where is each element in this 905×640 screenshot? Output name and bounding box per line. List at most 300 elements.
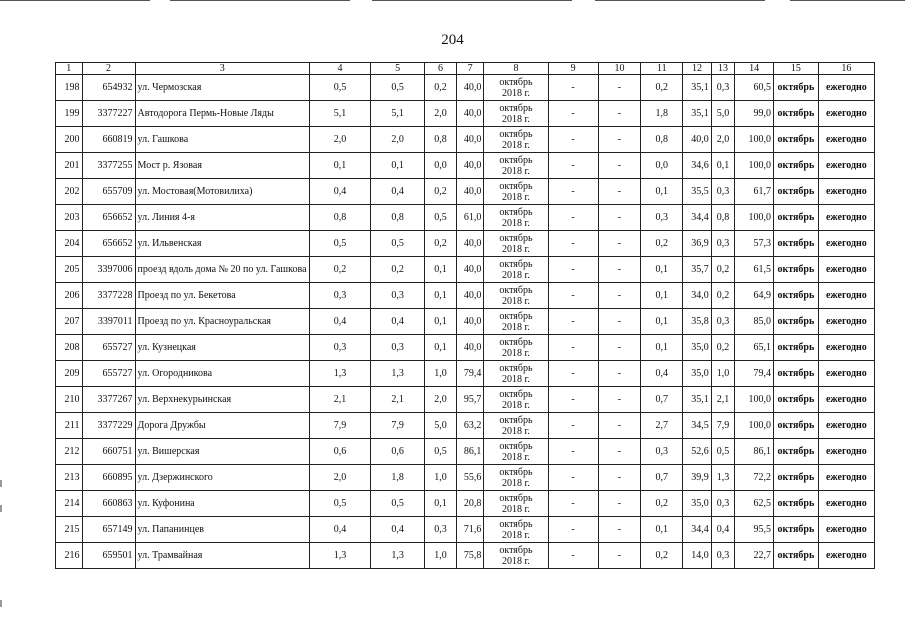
value-col11: 0,1 bbox=[641, 179, 683, 205]
repair-term-month: октябрь bbox=[499, 414, 533, 426]
table-row bbox=[56, 413, 875, 439]
value-col12: 35,1 bbox=[683, 75, 712, 101]
period-col16: ежегодно bbox=[818, 205, 874, 231]
period-col16: ежегодно bbox=[818, 491, 874, 517]
value-col11: 0,3 bbox=[641, 205, 683, 231]
table-row bbox=[56, 179, 875, 205]
value-col11: 1,8 bbox=[641, 101, 683, 127]
value-col12: 35,0 bbox=[683, 361, 712, 387]
value-col7: 95,7 bbox=[456, 387, 484, 413]
value-col5: 2,1 bbox=[371, 387, 425, 413]
value-col6: 0,3 bbox=[425, 517, 457, 543]
value-col12: 35,8 bbox=[683, 309, 712, 335]
value-col12: 14,0 bbox=[683, 543, 712, 569]
value-col6: 2,0 bbox=[425, 387, 457, 413]
road-name: ул. Куфонина bbox=[135, 491, 309, 517]
value-col4: 5,1 bbox=[309, 101, 370, 127]
repair-term-month: октябрь bbox=[499, 466, 533, 478]
value-col10: - bbox=[598, 231, 641, 257]
period-col16: ежегодно bbox=[818, 127, 874, 153]
value-col4: 1,3 bbox=[309, 361, 370, 387]
value-col7: 40,0 bbox=[456, 257, 484, 283]
repair-term bbox=[484, 153, 548, 179]
value-col6: 0,1 bbox=[425, 491, 457, 517]
value-col5: 0,1 bbox=[371, 153, 425, 179]
value-col11: 0,3 bbox=[641, 439, 683, 465]
value-col14: 86,1 bbox=[735, 439, 774, 465]
repair-term-year: 2018 г. bbox=[501, 243, 530, 255]
value-col7: 71,6 bbox=[456, 517, 484, 543]
value-col13: 0,3 bbox=[711, 75, 734, 101]
value-col14: 100,0 bbox=[735, 205, 774, 231]
repair-term-month: октябрь bbox=[499, 284, 533, 296]
repair-term-year: 2018 г. bbox=[501, 269, 530, 281]
repair-term-month: октябрь bbox=[499, 128, 533, 140]
value-col12: 34,4 bbox=[683, 517, 712, 543]
value-col14: 79,4 bbox=[735, 361, 774, 387]
repair-term bbox=[484, 127, 548, 153]
value-col7: 40,0 bbox=[456, 75, 484, 101]
repair-term-year: 2018 г. bbox=[501, 217, 530, 229]
value-col11: 0,1 bbox=[641, 257, 683, 283]
value-col4: 0,6 bbox=[309, 439, 370, 465]
repair-term-year: 2018 г. bbox=[501, 321, 530, 333]
value-col9: - bbox=[548, 439, 598, 465]
value-col11: 0,2 bbox=[641, 543, 683, 569]
value-col10: - bbox=[598, 127, 641, 153]
repair-term-year: 2018 г. bbox=[501, 555, 530, 567]
value-col12: 34,6 bbox=[683, 153, 712, 179]
month-col15: октябрь bbox=[773, 361, 818, 387]
repair-term-month: октябрь bbox=[499, 492, 533, 504]
period-col16: ежегодно bbox=[818, 361, 874, 387]
month-col15: октябрь bbox=[773, 101, 818, 127]
value-col7: 20,8 bbox=[456, 491, 484, 517]
value-col7: 40,0 bbox=[456, 283, 484, 309]
road-name: Проезд по ул. Бекетова bbox=[135, 283, 309, 309]
road-code: 3377229 bbox=[82, 413, 135, 439]
value-col11: 0,2 bbox=[641, 491, 683, 517]
value-col11: 2,7 bbox=[641, 413, 683, 439]
row-number: 216 bbox=[56, 543, 83, 569]
value-col4: 0,3 bbox=[309, 283, 370, 309]
value-col14: 60,5 bbox=[735, 75, 774, 101]
value-col6: 5,0 bbox=[425, 413, 457, 439]
road-name: ул. Верхнекурьинская bbox=[135, 387, 309, 413]
value-col5: 1,8 bbox=[371, 465, 425, 491]
road-code: 3377255 bbox=[82, 153, 135, 179]
month-col15: октябрь bbox=[773, 439, 818, 465]
repair-term-year: 2018 г. bbox=[501, 87, 530, 99]
value-col14: 99,0 bbox=[735, 101, 774, 127]
repair-term-month: октябрь bbox=[499, 180, 533, 192]
table-row bbox=[56, 491, 875, 517]
value-col9: - bbox=[548, 205, 598, 231]
row-number: 205 bbox=[56, 257, 83, 283]
value-col5: 0,2 bbox=[371, 257, 425, 283]
value-col6: 1,0 bbox=[425, 543, 457, 569]
table-row bbox=[56, 153, 875, 179]
repair-term bbox=[484, 231, 548, 257]
value-col7: 40,0 bbox=[456, 231, 484, 257]
value-col11: 0,7 bbox=[641, 387, 683, 413]
value-col14: 57,3 bbox=[735, 231, 774, 257]
road-name: ул. Трамвайная bbox=[135, 543, 309, 569]
value-col4: 0,4 bbox=[309, 517, 370, 543]
value-col7: 86,1 bbox=[456, 439, 484, 465]
value-col9: - bbox=[548, 465, 598, 491]
road-data-table bbox=[55, 62, 875, 569]
table-row bbox=[56, 465, 875, 491]
column-number: 15 bbox=[773, 63, 818, 75]
repair-term bbox=[484, 309, 548, 335]
repair-term bbox=[484, 465, 548, 491]
column-number: 14 bbox=[735, 63, 774, 75]
repair-term bbox=[484, 413, 548, 439]
value-col9: - bbox=[548, 179, 598, 205]
road-code: 660895 bbox=[82, 465, 135, 491]
period-col16: ежегодно bbox=[818, 101, 874, 127]
value-col5: 0,4 bbox=[371, 517, 425, 543]
value-col13: 7,9 bbox=[711, 413, 734, 439]
value-col5: 2,0 bbox=[371, 127, 425, 153]
value-col6: 0,1 bbox=[425, 335, 457, 361]
month-col15: октябрь bbox=[773, 491, 818, 517]
repair-term bbox=[484, 283, 548, 309]
scan-margin-mark bbox=[0, 600, 2, 607]
value-col14: 61,5 bbox=[735, 257, 774, 283]
value-col13: 1,0 bbox=[711, 361, 734, 387]
road-name: ул. Папанинцев bbox=[135, 517, 309, 543]
value-col14: 72,2 bbox=[735, 465, 774, 491]
month-col15: октябрь bbox=[773, 153, 818, 179]
value-col7: 63,2 bbox=[456, 413, 484, 439]
scan-margin-mark bbox=[0, 480, 2, 487]
value-col6: 0,2 bbox=[425, 75, 457, 101]
repair-term bbox=[484, 517, 548, 543]
repair-term-month: октябрь bbox=[499, 518, 533, 530]
row-number: 215 bbox=[56, 517, 83, 543]
value-col14: 85,0 bbox=[735, 309, 774, 335]
repair-term-month: октябрь bbox=[499, 362, 533, 374]
value-col5: 0,4 bbox=[371, 179, 425, 205]
repair-term-month: октябрь bbox=[499, 232, 533, 244]
table-row bbox=[56, 231, 875, 257]
row-number: 212 bbox=[56, 439, 83, 465]
value-col7: 55,6 bbox=[456, 465, 484, 491]
value-col5: 0,5 bbox=[371, 75, 425, 101]
value-col13: 0,3 bbox=[711, 231, 734, 257]
row-number: 203 bbox=[56, 205, 83, 231]
value-col7: 75,8 bbox=[456, 543, 484, 569]
value-col4: 0,4 bbox=[309, 309, 370, 335]
road-code: 3377227 bbox=[82, 101, 135, 127]
column-number: 16 bbox=[818, 63, 874, 75]
value-col9: - bbox=[548, 413, 598, 439]
value-col4: 0,3 bbox=[309, 335, 370, 361]
period-col16: ежегодно bbox=[818, 75, 874, 101]
repair-term bbox=[484, 387, 548, 413]
value-col9: - bbox=[548, 75, 598, 101]
column-number: 9 bbox=[548, 63, 598, 75]
month-col15: октябрь bbox=[773, 543, 818, 569]
value-col4: 0,5 bbox=[309, 75, 370, 101]
page-number: 204 bbox=[441, 32, 464, 48]
column-number: 2 bbox=[82, 63, 135, 75]
value-col13: 2,1 bbox=[711, 387, 734, 413]
repair-term-month: октябрь bbox=[499, 206, 533, 218]
value-col14: 100,0 bbox=[735, 153, 774, 179]
value-col9: - bbox=[548, 153, 598, 179]
value-col11: 0,1 bbox=[641, 283, 683, 309]
month-col15: октябрь bbox=[773, 387, 818, 413]
value-col14: 100,0 bbox=[735, 413, 774, 439]
value-col13: 0,8 bbox=[711, 205, 734, 231]
value-col4: 7,9 bbox=[309, 413, 370, 439]
road-name: проезд вдоль дома № 20 по ул. Гашкова bbox=[135, 257, 309, 283]
value-col7: 79,4 bbox=[456, 361, 484, 387]
road-code: 656652 bbox=[82, 231, 135, 257]
value-col12: 34,0 bbox=[683, 283, 712, 309]
value-col9: - bbox=[548, 361, 598, 387]
road-name: ул. Огородникова bbox=[135, 361, 309, 387]
column-number: 7 bbox=[456, 63, 484, 75]
period-col16: ежегодно bbox=[818, 231, 874, 257]
value-col12: 39,9 bbox=[683, 465, 712, 491]
column-number: 4 bbox=[309, 63, 370, 75]
table-row bbox=[56, 205, 875, 231]
month-col15: октябрь bbox=[773, 309, 818, 335]
row-number: 206 bbox=[56, 283, 83, 309]
value-col10: - bbox=[598, 361, 641, 387]
value-col5: 7,9 bbox=[371, 413, 425, 439]
value-col14: 100,0 bbox=[735, 127, 774, 153]
value-col9: - bbox=[548, 257, 598, 283]
table-row bbox=[56, 439, 875, 465]
value-col12: 35,1 bbox=[683, 387, 712, 413]
value-col6: 2,0 bbox=[425, 101, 457, 127]
value-col5: 0,6 bbox=[371, 439, 425, 465]
month-col15: октябрь bbox=[773, 413, 818, 439]
road-code: 655727 bbox=[82, 361, 135, 387]
value-col10: - bbox=[598, 335, 641, 361]
period-col16: ежегодно bbox=[818, 413, 874, 439]
repair-term-month: октябрь bbox=[499, 310, 533, 322]
value-col9: - bbox=[548, 283, 598, 309]
value-col9: - bbox=[548, 335, 598, 361]
repair-term-year: 2018 г. bbox=[501, 347, 530, 359]
value-col4: 0,1 bbox=[309, 153, 370, 179]
value-col9: - bbox=[548, 387, 598, 413]
road-name: ул. Кузнецкая bbox=[135, 335, 309, 361]
column-number: 12 bbox=[683, 63, 712, 75]
row-number: 209 bbox=[56, 361, 83, 387]
value-col9: - bbox=[548, 231, 598, 257]
value-col9: - bbox=[548, 127, 598, 153]
value-col13: 0,3 bbox=[711, 543, 734, 569]
period-col16: ежегодно bbox=[818, 465, 874, 491]
value-col4: 0,8 bbox=[309, 205, 370, 231]
row-number: 202 bbox=[56, 179, 83, 205]
road-name: ул. Гашкова bbox=[135, 127, 309, 153]
row-number: 208 bbox=[56, 335, 83, 361]
row-number: 210 bbox=[56, 387, 83, 413]
road-name: ул. Дзержинского bbox=[135, 465, 309, 491]
value-col13: 0,2 bbox=[711, 335, 734, 361]
value-col14: 61,7 bbox=[735, 179, 774, 205]
column-number: 3 bbox=[135, 63, 309, 75]
period-col16: ежегодно bbox=[818, 153, 874, 179]
row-number: 214 bbox=[56, 491, 83, 517]
repair-term-year: 2018 г. bbox=[501, 399, 530, 411]
table-row bbox=[56, 361, 875, 387]
month-col15: октябрь bbox=[773, 127, 818, 153]
month-col15: октябрь bbox=[773, 517, 818, 543]
value-col11: 0,7 bbox=[641, 465, 683, 491]
value-col12: 34,5 bbox=[683, 413, 712, 439]
value-col10: - bbox=[598, 283, 641, 309]
value-col10: - bbox=[598, 387, 641, 413]
month-col15: октябрь bbox=[773, 283, 818, 309]
road-name: Мост р. Язовая bbox=[135, 153, 309, 179]
value-col9: - bbox=[548, 491, 598, 517]
value-col5: 0,5 bbox=[371, 231, 425, 257]
value-col4: 2,0 bbox=[309, 465, 370, 491]
value-col4: 0,2 bbox=[309, 257, 370, 283]
repair-term-year: 2018 г. bbox=[501, 191, 530, 203]
column-number-header bbox=[56, 63, 875, 75]
row-number: 211 bbox=[56, 413, 83, 439]
table-row bbox=[56, 283, 875, 309]
row-number: 200 bbox=[56, 127, 83, 153]
column-number: 1 bbox=[56, 63, 83, 75]
period-col16: ежегодно bbox=[818, 283, 874, 309]
road-name: ул. Ильвенская bbox=[135, 231, 309, 257]
repair-term bbox=[484, 75, 548, 101]
value-col6: 0,8 bbox=[425, 127, 457, 153]
repair-term-year: 2018 г. bbox=[501, 165, 530, 177]
value-col6: 1,0 bbox=[425, 465, 457, 491]
value-col11: 0,2 bbox=[641, 231, 683, 257]
repair-term-year: 2018 г. bbox=[501, 503, 530, 515]
value-col12: 35,0 bbox=[683, 335, 712, 361]
value-col10: - bbox=[598, 491, 641, 517]
road-name: ул. Чермозская bbox=[135, 75, 309, 101]
road-name: Автодорога Пермь-Новые Ляды bbox=[135, 101, 309, 127]
value-col6: 1,0 bbox=[425, 361, 457, 387]
road-code: 654932 bbox=[82, 75, 135, 101]
value-col10: - bbox=[598, 153, 641, 179]
value-col10: - bbox=[598, 413, 641, 439]
period-col16: ежегодно bbox=[818, 439, 874, 465]
value-col13: 2,0 bbox=[711, 127, 734, 153]
table-row bbox=[56, 127, 875, 153]
column-number: 13 bbox=[711, 63, 734, 75]
value-col4: 0,4 bbox=[309, 179, 370, 205]
value-col4: 2,0 bbox=[309, 127, 370, 153]
repair-term-month: октябрь bbox=[499, 388, 533, 400]
row-number: 213 bbox=[56, 465, 83, 491]
value-col10: - bbox=[598, 439, 641, 465]
value-col11: 0,0 bbox=[641, 153, 683, 179]
value-col13: 5,0 bbox=[711, 101, 734, 127]
repair-term bbox=[484, 439, 548, 465]
value-col12: 34,4 bbox=[683, 205, 712, 231]
period-col16: ежегодно bbox=[818, 309, 874, 335]
road-code: 3397006 bbox=[82, 257, 135, 283]
repair-term-year: 2018 г. bbox=[501, 425, 530, 437]
column-number: 8 bbox=[484, 63, 548, 75]
period-col16: ежегодно bbox=[818, 543, 874, 569]
repair-term-month: октябрь bbox=[499, 440, 533, 452]
repair-term bbox=[484, 257, 548, 283]
value-col13: 0,4 bbox=[711, 517, 734, 543]
value-col11: 0,1 bbox=[641, 309, 683, 335]
road-name: ул. Вишерская bbox=[135, 439, 309, 465]
value-col10: - bbox=[598, 179, 641, 205]
value-col10: - bbox=[598, 517, 641, 543]
road-code: 3377228 bbox=[82, 283, 135, 309]
month-col15: октябрь bbox=[773, 205, 818, 231]
value-col13: 0,3 bbox=[711, 309, 734, 335]
road-code: 660819 bbox=[82, 127, 135, 153]
repair-term-year: 2018 г. bbox=[501, 477, 530, 489]
value-col13: 0,5 bbox=[711, 439, 734, 465]
value-col9: - bbox=[548, 101, 598, 127]
value-col9: - bbox=[548, 309, 598, 335]
repair-term-month: октябрь bbox=[499, 336, 533, 348]
repair-term-month: октябрь bbox=[499, 154, 533, 166]
row-number: 201 bbox=[56, 153, 83, 179]
repair-term-month: октябрь bbox=[499, 102, 533, 114]
value-col12: 35,7 bbox=[683, 257, 712, 283]
value-col4: 2,1 bbox=[309, 387, 370, 413]
value-col14: 100,0 bbox=[735, 387, 774, 413]
value-col10: - bbox=[598, 543, 641, 569]
value-col10: - bbox=[598, 465, 641, 491]
value-col5: 5,1 bbox=[371, 101, 425, 127]
repair-term bbox=[484, 543, 548, 569]
period-col16: ежегодно bbox=[818, 257, 874, 283]
value-col13: 1,3 bbox=[711, 465, 734, 491]
value-col6: 0,1 bbox=[425, 309, 457, 335]
value-col5: 0,3 bbox=[371, 283, 425, 309]
scan-margin-mark bbox=[0, 505, 2, 512]
repair-term bbox=[484, 179, 548, 205]
column-number: 6 bbox=[425, 63, 457, 75]
value-col13: 0,3 bbox=[711, 179, 734, 205]
value-col10: - bbox=[598, 257, 641, 283]
value-col6: 0,0 bbox=[425, 153, 457, 179]
value-col14: 65,1 bbox=[735, 335, 774, 361]
repair-term-month: октябрь bbox=[499, 76, 533, 88]
value-col14: 22,7 bbox=[735, 543, 774, 569]
repair-term bbox=[484, 491, 548, 517]
value-col6: 0,2 bbox=[425, 179, 457, 205]
month-col15: октябрь bbox=[773, 257, 818, 283]
value-col12: 35,0 bbox=[683, 491, 712, 517]
value-col13: 0,2 bbox=[711, 283, 734, 309]
repair-term-year: 2018 г. bbox=[501, 373, 530, 385]
value-col4: 1,3 bbox=[309, 543, 370, 569]
road-code: 3397011 bbox=[82, 309, 135, 335]
month-col15: октябрь bbox=[773, 335, 818, 361]
value-col13: 0,1 bbox=[711, 153, 734, 179]
value-col14: 95,5 bbox=[735, 517, 774, 543]
value-col12: 40,0 bbox=[683, 127, 712, 153]
value-col10: - bbox=[598, 101, 641, 127]
value-col10: - bbox=[598, 309, 641, 335]
